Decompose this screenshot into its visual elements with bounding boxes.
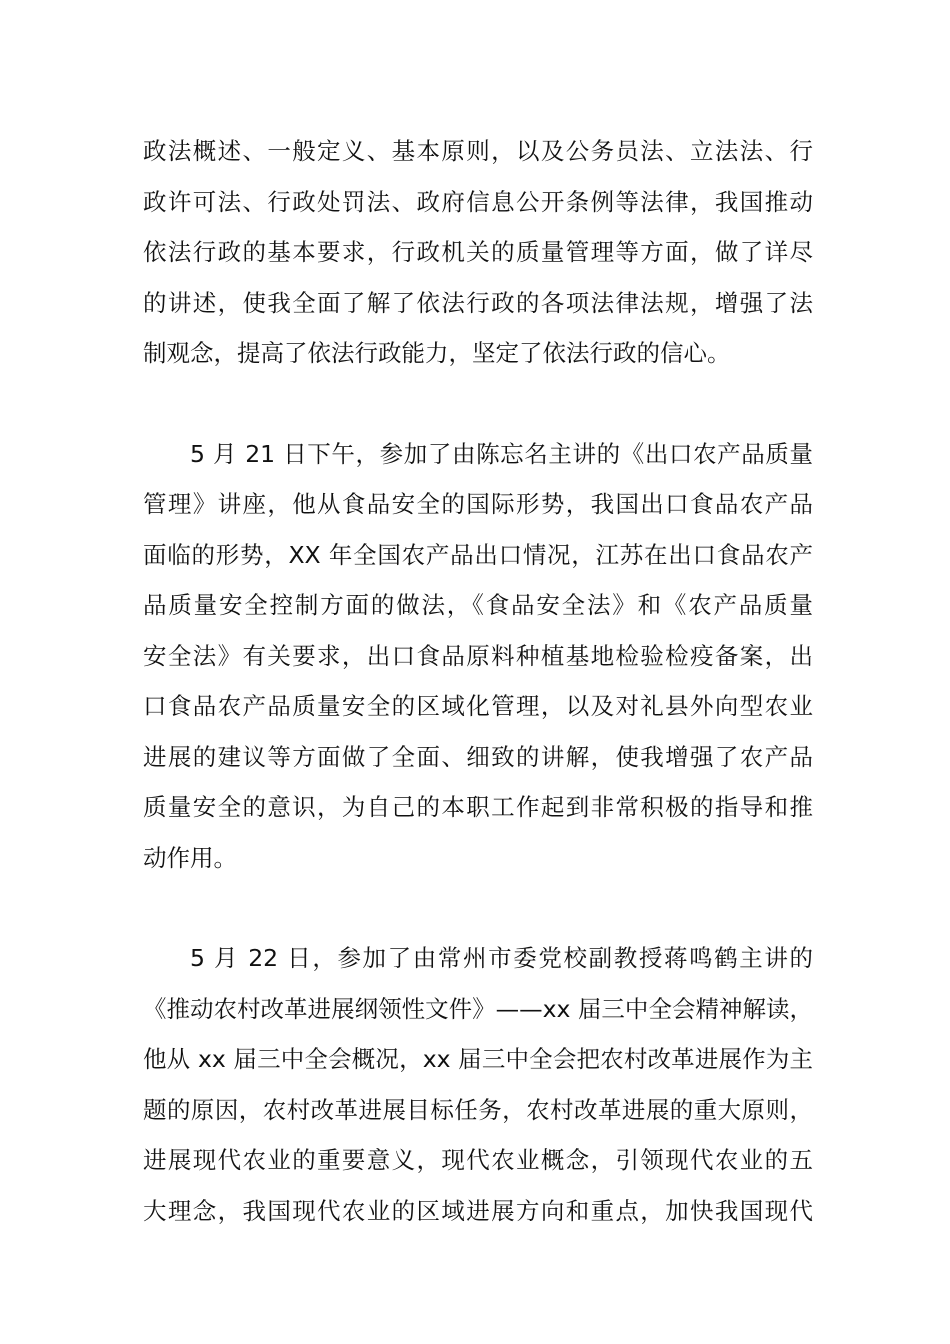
text-line: 大理念，我国现代农业的区域进展方向和重点，加快我国现代 <box>143 1196 813 1225</box>
text-line: 的讲述，使我全面了解了依法行政的各项法律法规，增强了法 <box>143 288 813 317</box>
text-line: 政许可法、行政处罚法、政府信息公开条例等法律，我国推动 <box>143 187 813 216</box>
paragraph-export-agriculture <box>143 429 813 884</box>
text-line: 面临的形势，XX 年全国农产品出口情况，江苏在出口食品农产 <box>143 540 813 569</box>
text-line: 品质量安全控制方面的做法，《食品安全法》和《农产品质量 <box>143 591 813 619</box>
text-line: 5 月 21 日下午，参加了由陈忘名主讲的《出口农产品质量 <box>190 439 813 468</box>
text-line: 题的原因，农村改革进展目标任务，农村改革进展的重大原则， <box>143 1095 813 1124</box>
text-line: 质量安全的意识，为自己的本职工作起到非常积极的指导和推 <box>143 793 813 821</box>
text-line: 政法概述、一般定义、基本原则，以及公务员法、立法法、行 <box>143 137 813 165</box>
paragraph-rural-reform <box>143 933 813 1236</box>
text-line: 进展的建议等方面做了全面、细致的讲解，使我增强了农产品 <box>143 742 813 771</box>
text-line: 《推动农村改革进展纲领性文件》——xx 届三中全会精神解读， <box>143 994 813 1023</box>
text-line: 制观念，提高了依法行政能力，坚定了依法行政的信心。 <box>143 339 731 367</box>
text-line: 口食品农产品质量安全的区域化管理，以及对礼县外向型农业 <box>143 692 813 720</box>
text-line: 进展现代农业的重要意义，现代农业概念，引领现代农业的五 <box>143 1146 813 1174</box>
paragraph-administrative-law <box>143 126 813 379</box>
text-line: 安全法》有关要求，出口食品原料种植基地检验检疫备案，出 <box>143 641 813 670</box>
text-line: 管理》讲座，他从食品安全的国际形势，我国出口食品农产品 <box>143 490 813 518</box>
text-line: 依法行政的基本要求，行政机关的质量管理等方面，做了详尽 <box>143 238 813 266</box>
document-body <box>143 126 813 1286</box>
text-line: 他从 xx 届三中全会概况，xx 届三中全会把农村改革进展作为主 <box>143 1045 813 1073</box>
text-line: 5 月 22 日，参加了由常州市委党校副教授蒋鸣鹤主讲的 <box>190 944 813 972</box>
text-line: 动作用。 <box>143 843 237 872</box>
